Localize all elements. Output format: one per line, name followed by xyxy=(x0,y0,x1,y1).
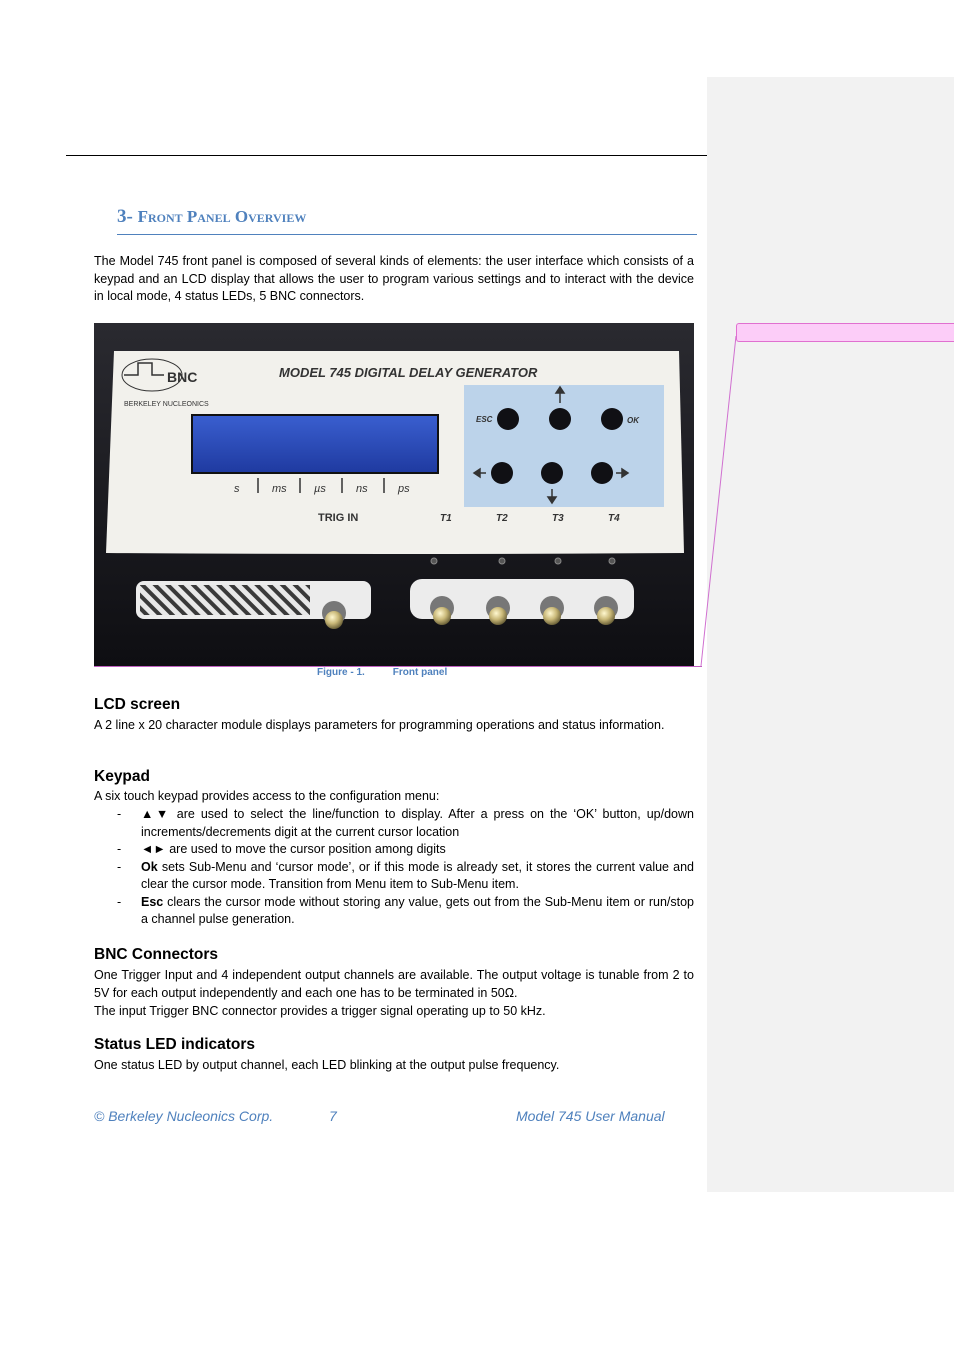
footer-page-number: 7 xyxy=(329,1108,337,1124)
esc-key-label: ESC xyxy=(476,415,493,424)
ok-key-label: OK xyxy=(627,416,639,425)
unit-label: ps xyxy=(398,483,410,495)
list-item: - Esc clears the cursor mode without storing any value, gets out from the Sub-Menu item or run/stop a channel pulse generation. xyxy=(117,894,694,926)
right-key xyxy=(591,462,613,484)
brand-text: BNC xyxy=(167,369,198,385)
list-item: - ▲▼ are used to select the line/function to display. After a press on the ‘OK’ button, up/down increments/decrements digit at the current cursor location xyxy=(117,807,694,839)
bnc-heading: BNC Connectors xyxy=(94,946,219,963)
lcd-display xyxy=(192,415,438,473)
lcd-paragraph: A 2 line x 20 character module displays parameters for programming operations and status information. xyxy=(94,718,665,732)
footer-copyright: © Berkeley Nucleonics Corp. xyxy=(94,1108,274,1124)
down-key xyxy=(541,462,563,484)
figure-label: Figure - 1. xyxy=(317,667,365,678)
esc-key xyxy=(497,408,519,430)
keypad-intro: A six touch keypad provides access to the configuration menu: xyxy=(94,789,440,803)
ok-key xyxy=(601,408,623,430)
list-item: - Ok sets Sub-Menu and ‘cursor mode’, or if this mode is already set, it stores the current value and clear the cursor mode. Transition from Menu item to Sub-Menu item. xyxy=(117,859,694,891)
keypad-heading: Keypad xyxy=(94,768,150,785)
bnc-paragraph-2: The input Trigger BNC connector provides a trigger signal operating up to 50 kHz. xyxy=(94,1004,546,1018)
section-title: Front Panel Overview xyxy=(137,207,307,226)
unit-label: s xyxy=(234,483,240,495)
footer-manual-title: Model 745 User Manual xyxy=(516,1108,665,1124)
section-heading xyxy=(117,206,697,235)
front-panel-photo xyxy=(94,323,694,666)
figure-title: Front panel xyxy=(392,667,448,678)
status-heading: Status LED indicators xyxy=(94,1036,256,1053)
lcd-heading: LCD screen xyxy=(94,696,181,713)
model-title-text: MODEL 745 DIGITAL DELAY GENERATOR xyxy=(279,365,538,380)
section-number: 3- xyxy=(117,206,133,227)
channel-label: T1 xyxy=(440,513,452,524)
channel-label: T4 xyxy=(608,513,620,524)
channel-label: T3 xyxy=(552,513,564,524)
figure-caption xyxy=(317,667,447,678)
unit-label: µs xyxy=(314,483,326,495)
unit-label: ns xyxy=(356,483,368,495)
left-key xyxy=(491,462,513,484)
status-paragraph: One status LED by output channel, each LED blinking at the output pulse frequency. xyxy=(94,1058,560,1072)
intro-paragraph: The Model 745 front panel is composed of several kinds of elements: the user interface which consists of a keypad and an LCD display that allows the user to program various settings and to interact with the device in local mode, 4 status LEDs, 5 BNC connectors. xyxy=(94,254,694,303)
bnc-paragraph-1: One Trigger Input and 4 independent output channels are available. The output voltage is tunable from 2 to 5V for each output independently and each one has to be terminated in 50Ω. xyxy=(94,968,694,1000)
list-item: - ◄► are used to move the cursor position among digits xyxy=(117,842,446,856)
unit-label: ms xyxy=(272,483,287,495)
header-rule xyxy=(66,155,707,156)
front-panel-illustration xyxy=(94,323,694,666)
up-key xyxy=(549,408,571,430)
keypad-list xyxy=(94,806,694,929)
keypad-area xyxy=(464,385,664,507)
brand-full-text: BERKELEY NUCLEONICS xyxy=(124,401,209,408)
trig-in-label: TRIG IN xyxy=(318,512,359,524)
channel-label: T2 xyxy=(496,513,508,524)
